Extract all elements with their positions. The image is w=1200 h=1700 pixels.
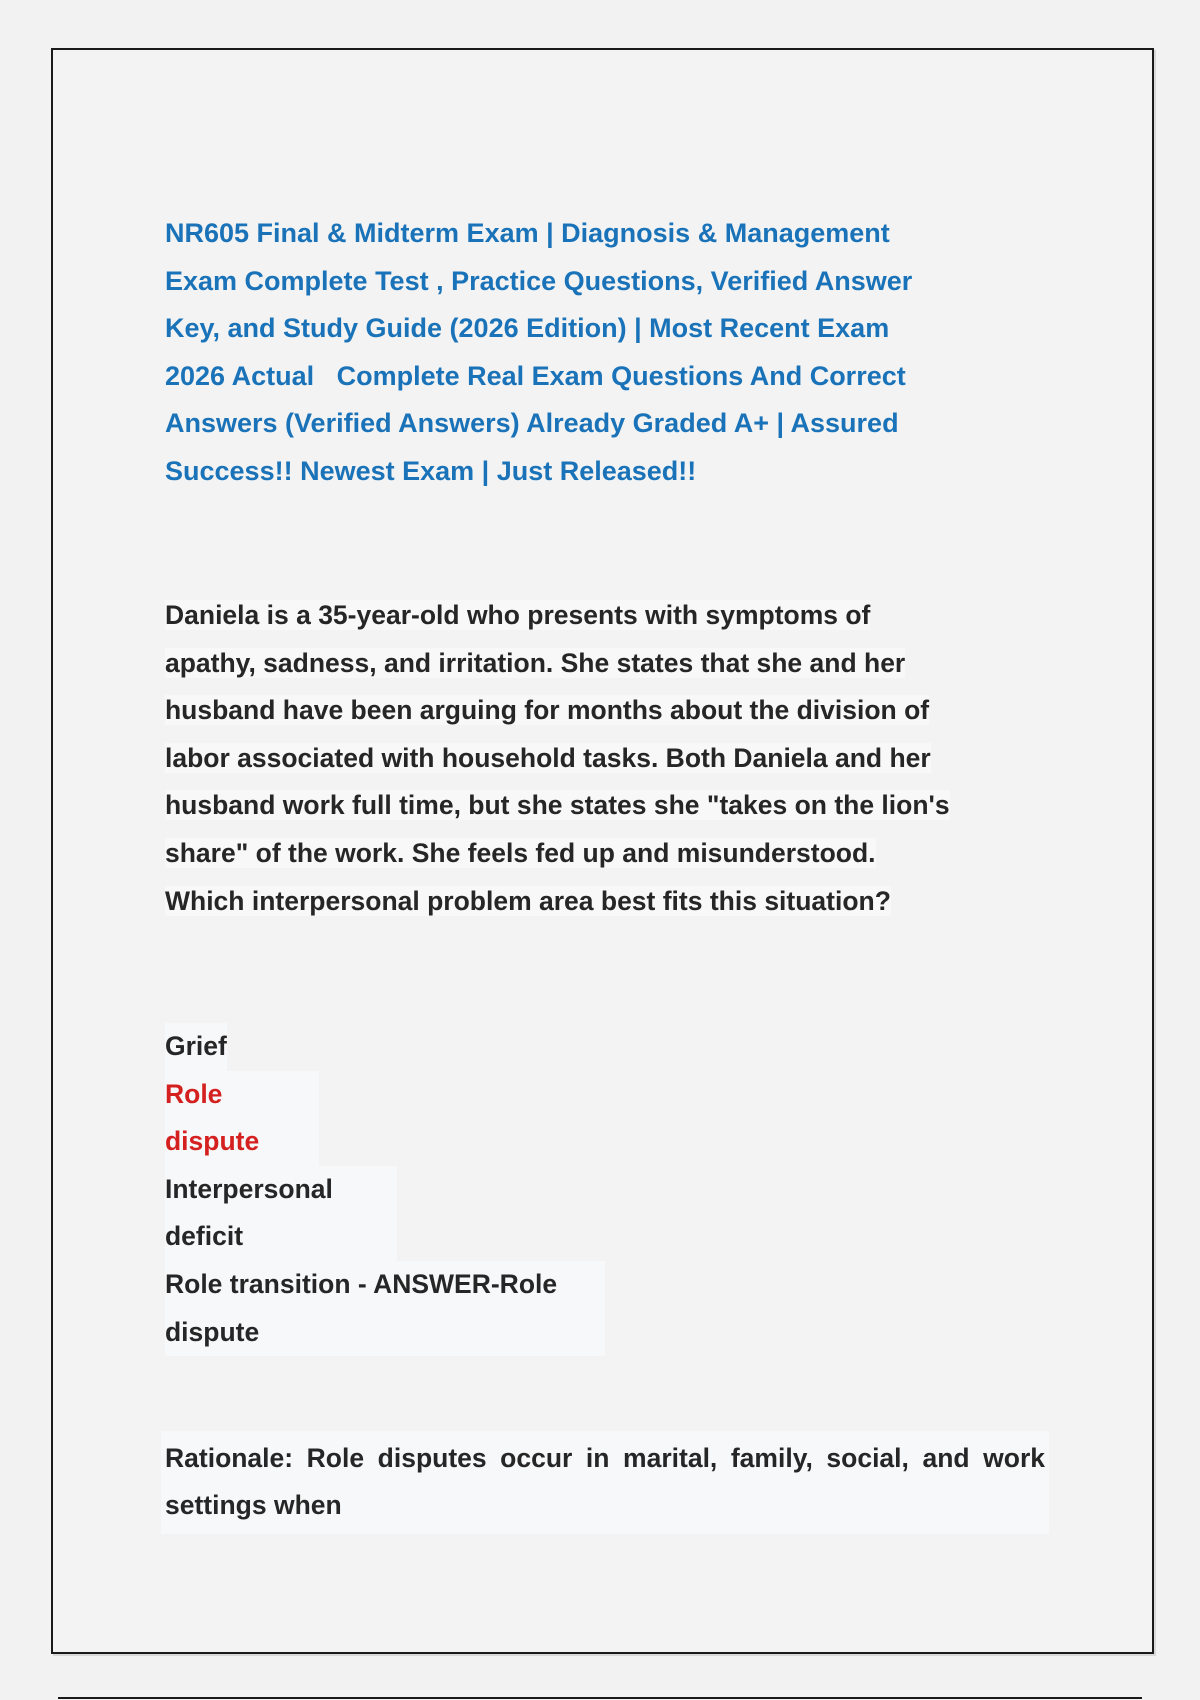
option-interpersonal-line: deficit: [165, 1213, 397, 1261]
option-grief: [165, 1023, 685, 1071]
option-role-dispute-correct: [165, 1071, 685, 1166]
answer-key-line: dispute: [165, 1309, 605, 1357]
question-line: labor associated with household tasks. Both Daniela and her: [165, 742, 931, 773]
title-line: Success!! Newest Exam | Just Released!!: [165, 455, 697, 486]
question-line: husband work full time, but she states she "takes on the lion's: [165, 790, 950, 821]
option-correct-line: Role: [165, 1071, 319, 1119]
rationale-text: Rationale: Role disputes occur in marital, family, social, and work settings when: [165, 1435, 1045, 1530]
option-interpersonal-line: Interpersonal: [165, 1166, 397, 1214]
option-grief-label: Grief: [165, 1023, 227, 1071]
document-title: [165, 210, 1025, 496]
option-interpersonal-deficit: [165, 1166, 685, 1261]
answer-key-line: Role transition - ANSWER-Role: [165, 1261, 605, 1309]
title-line: Key, and Study Guide (2026 Edition) | Most Recent Exam: [165, 313, 890, 344]
footer-divider: [58, 1697, 1142, 1699]
title-line: Answers (Verified Answers) Already Graded A+ | Assured: [165, 408, 899, 439]
question-line: share" of the work. She feels fed up and misunderstood.: [165, 837, 876, 868]
title-line: Exam Complete Test , Practice Questions, Verified Answer: [165, 265, 913, 296]
document-page: [51, 48, 1154, 1654]
question-line: Which interpersonal problem area best fits this situation?: [165, 885, 891, 916]
title-line: 2026 Actual Complete Real Exam Questions And Correct: [165, 360, 906, 391]
question-line: Daniela is a 35-year-old who presents with symptoms of: [165, 600, 871, 630]
option-correct-line: dispute: [165, 1118, 319, 1166]
question-text: [165, 592, 1065, 925]
question-line: apathy, sadness, and irritation. She states that she and her: [165, 647, 906, 678]
answer-options: [165, 1023, 685, 1356]
option-role-transition-answer: [165, 1261, 685, 1356]
title-line: NR605 Final & Midterm Exam | Diagnosis & Management: [165, 218, 890, 248]
question-line: husband have been arguing for months about the division of: [165, 695, 930, 726]
